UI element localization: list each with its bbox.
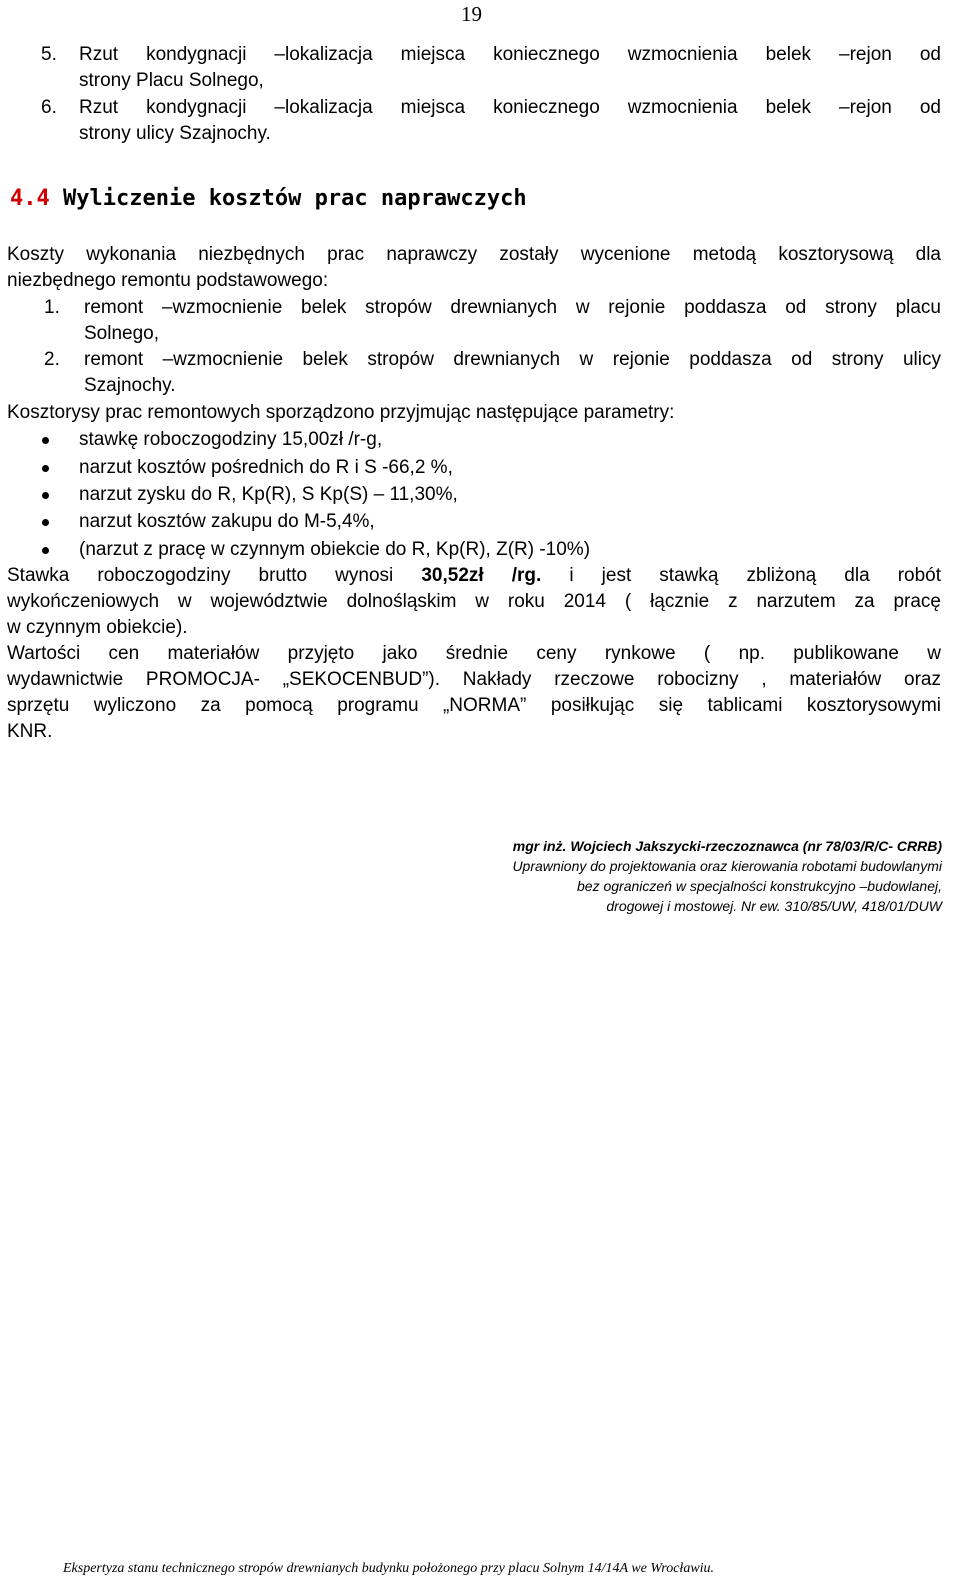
signature-name: mgr inż. Wojciech Jakszycki-rzeczoznawca (nr 78/03/R/C- CRRB) [512, 838, 942, 854]
list-item-number: 5. [41, 44, 57, 65]
materials-line: Wartości cen materiałów przyjęto jako średnie ceny rynkowe ( np. publikowane w [7, 643, 941, 664]
rate-line: w czynnym obiekcie). [7, 617, 188, 638]
bullet-icon [42, 519, 49, 526]
section-title: Wyliczenie kosztów prac naprawczych [63, 186, 527, 211]
list-item-text: Rzut kondygnacji –lokalizacja miejsca koniecznego wzmocnienia belek –rejon od [79, 44, 941, 65]
rate-text: Stawka roboczogodziny brutto wynosi [7, 565, 394, 586]
params-intro: Kosztorysy prac remontowych sporządzono przyjmując następujące parametry: [7, 402, 675, 423]
list-item-text: Rzut kondygnacji –lokalizacja miejsca koniecznego wzmocnienia belek –rejon od [79, 97, 941, 118]
intro-paragraph: niezbędnego remontu podstawowego: [7, 270, 329, 291]
repair-number: 2. [44, 349, 60, 370]
repair-item: Szajnochy. [84, 375, 176, 396]
param-item: narzut zysku do R, Kp(R), S Kp(S) – 11,30%, [79, 484, 458, 505]
rate-line: wykończeniowych w województwie dolnośląskim w roku 2014 ( łącznie z narzutem za pracę [7, 591, 941, 612]
bullet-icon [42, 547, 49, 554]
intro-paragraph: Koszty wykonania niezbędnych prac naprawczy zostały wycenione metodą kosztorysową dla [7, 244, 941, 265]
section-heading [10, 186, 527, 211]
signature-block [512, 836, 942, 916]
param-item: narzut kosztów pośrednich do R i S -66,2 %, [79, 457, 453, 478]
section-number: 4.4 [10, 186, 50, 211]
list-item-text: strony Placu Solnego, [79, 70, 264, 91]
repair-item: remont –wzmocnienie belek stropów drewnianych w rejonie poddasza od strony ulicy [84, 349, 941, 370]
signature-line: drogowej i mostowej. Nr ew. 310/85/UW, 418/01/DUW [606, 898, 942, 914]
materials-line: wydawnictwie PROMOCJA- „SEKOCENBUD”). Nakłady rzeczowe robocizny , materiałów oraz [7, 669, 941, 690]
materials-line: sprzętu wyliczono za pomocą programu „NORMA” posiłkując się tablicami kosztorysowymi [7, 695, 941, 716]
repair-item: Solnego, [84, 323, 160, 344]
list-item-number: 6. [41, 97, 57, 118]
param-item: narzut kosztów zakupu do M-5,4%, [79, 511, 375, 532]
page-number: 19 [461, 2, 482, 26]
rate-text: i jest stawką zbliżoną dla robót [569, 565, 942, 586]
page-footer: Ekspertyza stanu technicznego stropów drewnianych budynku położonego przy placu Solnym 14/14A we Wrocławiu. [63, 1561, 715, 1576]
repair-number: 1. [44, 297, 60, 318]
list-item-text: strony ulicy Szajnochy. [79, 123, 271, 144]
rate-value: 30,52zł /rg. [421, 565, 542, 586]
rate-line [7, 563, 941, 589]
materials-line: KNR. [7, 721, 53, 742]
bullet-icon [42, 465, 49, 472]
bullet-icon [42, 437, 49, 444]
repair-item: remont –wzmocnienie belek stropów drewnianych w rejonie poddasza od strony placu [84, 297, 941, 318]
signature-line: Uprawniony do projektowania oraz kierowania robotami budowlanymi [512, 858, 942, 874]
signature-line: bez ograniczeń w specjalności konstrukcyjno –budowlanej, [577, 878, 942, 894]
param-item: (narzut z pracę w czynnym obiekcie do R, Kp(R), Z(R) -10%) [79, 539, 591, 560]
param-item: stawkę roboczogodziny 15,00zł /r-g, [79, 429, 383, 450]
bullet-icon [42, 492, 49, 499]
